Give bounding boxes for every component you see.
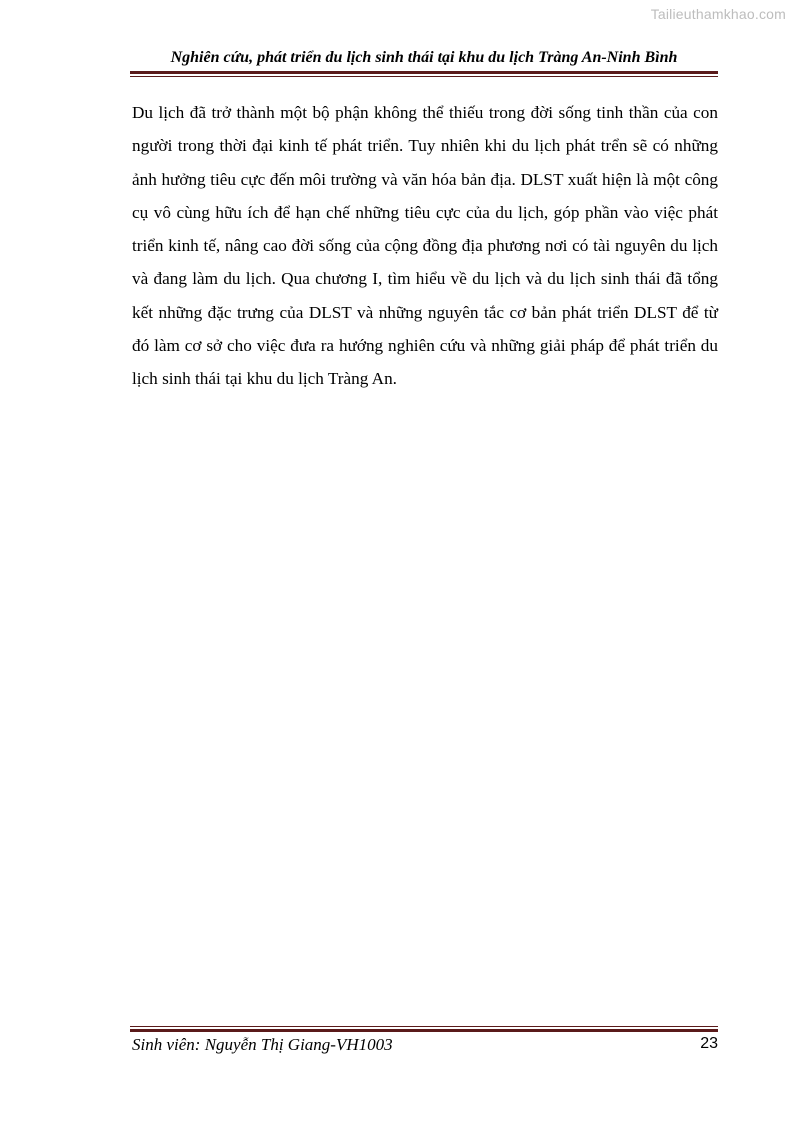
footer-rule-thin [130, 1026, 718, 1027]
page-number: 23 [700, 1035, 718, 1052]
footer-author: Sinh viên: Nguyễn Thị Giang-VH1003 [132, 1035, 393, 1054]
footer-rule-thick [130, 1029, 718, 1032]
watermark: Tailieuthamkhao.com [650, 6, 786, 22]
body-paragraph: Du lịch đã trở thành một bộ phận không thể thiếu trong đời sống tinh thần của con người trong thời đại kinh tế phát triển. Tuy nhiên khi du lịch phát trển sẽ có những ảnh hưởng tiêu cực đến môi trường và văn hóa bản địa. DLST xuất hiện là một công cụ vô cùng hữu ích để hạn chế những tiêu cực của du lịch, góp phần vào việc phát triển kinh tế, nâng cao đời sống của cộng đồng địa phương nơi có tài nguyên du lịch và đang làm du lịch. Qua chương I, tìm hiểu về du lịch và du lịch sinh thái đã tổng kết những đặc trưng của DLST và những nguyên tắc cơ bản phát triển DLST để từ đó làm cơ sở cho việc đưa ra hướng nghiên cứu và những giải pháp để phát triển du lịch sinh thái tại khu du lịch Tràng An. [132, 103, 718, 389]
header-rule-thin [130, 76, 718, 77]
header-rule-thick [130, 71, 718, 74]
page-header-title: Nghiên cứu, phát triển du lịch sinh thái tại khu du lịch Tràng An-Ninh Bình [170, 49, 678, 66]
